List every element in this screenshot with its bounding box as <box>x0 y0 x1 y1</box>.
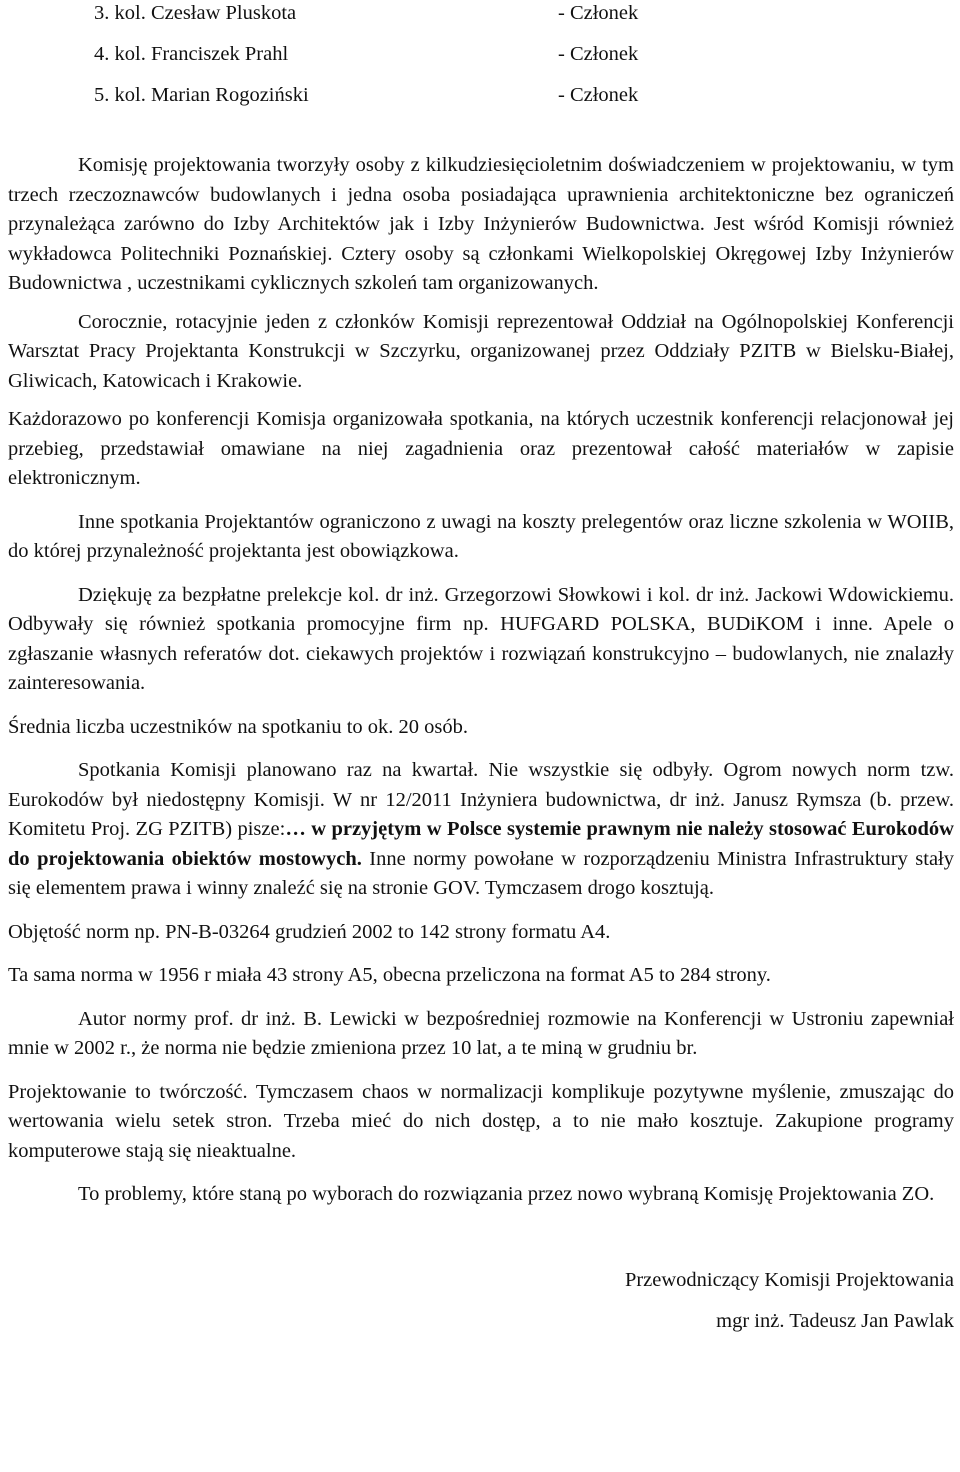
paragraph-acknowledgements: Dziękuję za bezpłatne prelekcje kol. dr inż. Grzegorzowi Słowkowi i kol. dr inż. Jackowi Wdowickiemu. Odbywały się również spotkania promocyjne firm np. HUFGARD POLSKA, BUDiKOM i inne. Apele o zgłaszanie własnych referatów dot. ciekawych projektów i rozwiązań konstrukcyjno – budowlanych, nie znalazły zainteresowania. <box>8 583 954 694</box>
member-role: - Członek <box>558 84 639 106</box>
paragraph-eurocodes <box>8 756 954 904</box>
paragraph-other-meetings: Inne spotkania Projektantów ograniczono z uwagi na koszty prelegentów oraz liczne szkolenia w WOIIB, do której przynależność projektanta jest obowiązkowa. <box>8 510 954 562</box>
eurocodes-continuation: Inne normy powołane w rozporządzeniu Ministra Infrastruktury stały się elementem prawa i winny znaleźć się na stronie GOV. Tymczasem drogo kosztują. <box>8 847 954 899</box>
member-list <box>8 0 954 123</box>
signature-name: mgr inż. Tadeusz Jan Pawlak <box>716 1310 954 1332</box>
eurocodes-intro: Spotkania Komisji planowano raz na kwartał. Nie wszystkie się odbyły. Ogrom nowych norm tzw. Eurokodów był niedostępny Komisji. W nr 12/2011 Inżyniera budownictwa, dr inż. Janusz Rymsza (b. przew. Komitetu Proj. ZG PZITB) pisze: <box>8 759 954 840</box>
paragraph-post-conference-meetings: Każdorazowo po konferencji Komisja organizowała spotkania, na których uczestnik konferencji relacjonował jej przebieg, przedstawiał omawiane na niej zagadnienia oraz prezentował całość materiałów w zapisie elektronicznym. <box>8 408 954 489</box>
paragraph-lewicki: Autor normy prof. dr inż. B. Lewicki w bezpośredniej rozmowie na Konferencji w Ustroniu zapewniał mnie w 2002 r., że norma nie będzie zmieniona przez 10 lat, a te miną w grudniu br. <box>8 1007 954 1059</box>
paragraph-design-creativity: Projektowanie to twórczość. Tymczasem chaos w normalizacji komplikuje pozytywne myślenie, zmuszając do wertowania wielu setek stron. Trzeba mieć do nich dostęp, a to nie mało kosztuje. Zakupione programy komputerowe stają się nieaktualne. <box>8 1080 954 1162</box>
paragraph-future-problems: To problemy, które staną po wyborach do rozwiązania przez nowo wybraną Komisję Projektowania ZO. <box>78 1183 935 1205</box>
member-role: - Członek <box>558 2 639 24</box>
paragraph-commission-composition: Komisję projektowania tworzyły osoby z kilkudziesięcioletnim doświadczeniem w projektowaniu, w tym trzech rzeczoznawców budowlanych i jedna osoba posiadająca uprawnienia architektoniczne bez ograniczeń przynależąca zarówno do Izby Architektów jak i Izby Inżynierów Budownictwa. Jest wśród Komisji również wykładowca Politechniki Poznańskiej. Cztery osoby są członkami Wielkopolskiej Okręgowej Izby Inżynierów Budownictwa , uczestnikami cyklicznych szkoleń tam organizowanych. <box>8 154 954 294</box>
member-name: 5. kol. Marian Rogoziński <box>94 84 309 106</box>
member-name: 4. kol. Franciszek Prahl <box>94 43 289 65</box>
signature-title: Przewodniczący Komisji Projektowania <box>624 1268 954 1291</box>
member-role: - Członek <box>558 43 639 65</box>
member-row <box>8 82 954 123</box>
eurocodes-quote: … w przyjętym w Polsce systemie prawnym nie należy stosować Eurokodów do projektowania obiektów mostowych. <box>8 818 954 870</box>
member-name: 3. kol. Czesław Pluskota <box>94 2 297 24</box>
paragraph-norm-volume: Objętość norm np. PN-B-03264 grudzień 2002 to 142 strony formatu A4. <box>8 920 611 943</box>
document-page <box>8 0 954 1337</box>
member-row <box>8 0 954 41</box>
paragraph-norm-1956: Ta sama norma w 1956 r miała 43 strony A5, obecna przeliczona na format A5 to 284 strony. <box>8 964 771 986</box>
paragraph-average-attendance: Średnia liczba uczestników na spotkaniu to ok. 20 osób. <box>8 715 469 738</box>
member-row <box>8 41 954 82</box>
paragraph-conference-representation: Corocznie, rotacyjnie jeden z członków Komisji reprezentował Oddział na Ogólnopolskiej Konferencji Warsztat Pracy Projektanta Konstrukcji w Szczyrku, organizowanej przez Oddziały PZITB w Bielsku-Białej, Gliwicach, Katowicach i Krakowie. <box>8 310 954 392</box>
